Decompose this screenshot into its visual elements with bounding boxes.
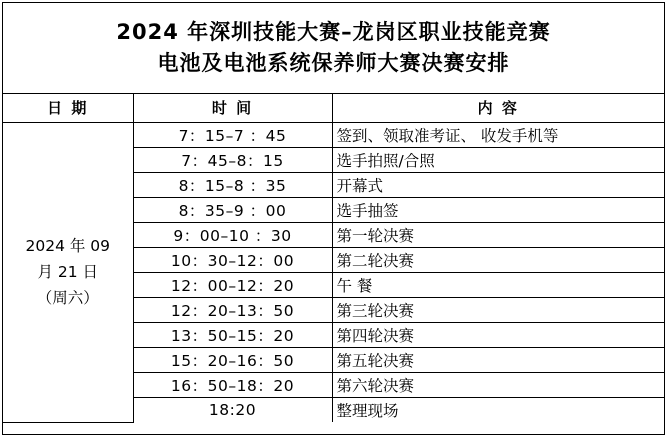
header-date: 日 期	[3, 94, 133, 122]
time-cell: 7：15–7 ：45	[133, 122, 332, 147]
content-cell: 午 餐	[332, 272, 664, 297]
content-cell: 整理现场	[332, 397, 664, 422]
header-time: 时 间	[133, 94, 332, 122]
header-row	[3, 94, 664, 122]
time-cell: 13：50–15：20	[133, 322, 332, 347]
time-cell: 8：35–9 ：00	[133, 197, 332, 222]
date-line-2: 月 21 日	[37, 263, 99, 281]
time-cell: 7：45–8：15	[133, 147, 332, 172]
time-cell: 12：20–13：50	[133, 297, 332, 322]
time-cell: 15：20–16：50	[133, 347, 332, 372]
title-line-2: 电池及电池系统保养师大赛决赛安排	[157, 51, 510, 75]
content-cell: 第二轮决赛	[332, 247, 664, 272]
time-cell: 12：00–12：20	[133, 272, 332, 297]
schedule-table	[3, 94, 664, 423]
content-cell: 选手抽签	[332, 197, 664, 222]
table-row	[3, 122, 664, 147]
time-cell: 10：30–12：00	[133, 247, 332, 272]
content-cell: 第三轮决赛	[332, 297, 664, 322]
content-cell: 第四轮决赛	[332, 322, 664, 347]
date-cell	[3, 122, 133, 422]
time-cell: 16：50–18：20	[133, 372, 332, 397]
date-line-3: （周六）	[36, 289, 99, 307]
schedule-document	[2, 2, 665, 435]
time-cell: 18:20	[133, 397, 332, 422]
content-cell: 开幕式	[332, 172, 664, 197]
content-cell: 第六轮决赛	[332, 372, 664, 397]
header-content: 内 容	[332, 94, 664, 122]
content-cell: 第一轮决赛	[332, 222, 664, 247]
date-line-1: 2024 年 09	[25, 237, 111, 255]
content-cell: 第五轮决赛	[332, 347, 664, 372]
title-line-1: 2024 年深圳技能大赛–龙岗区职业技能竞赛	[116, 20, 551, 44]
time-cell: 8：15–8 ：35	[133, 172, 332, 197]
content-cell: 签到、领取准考证、 收发手机等	[332, 122, 664, 147]
time-cell: 9：00–10 ：30	[133, 222, 332, 247]
content-cell: 选手拍照/合照	[332, 147, 664, 172]
title-block	[3, 3, 664, 94]
